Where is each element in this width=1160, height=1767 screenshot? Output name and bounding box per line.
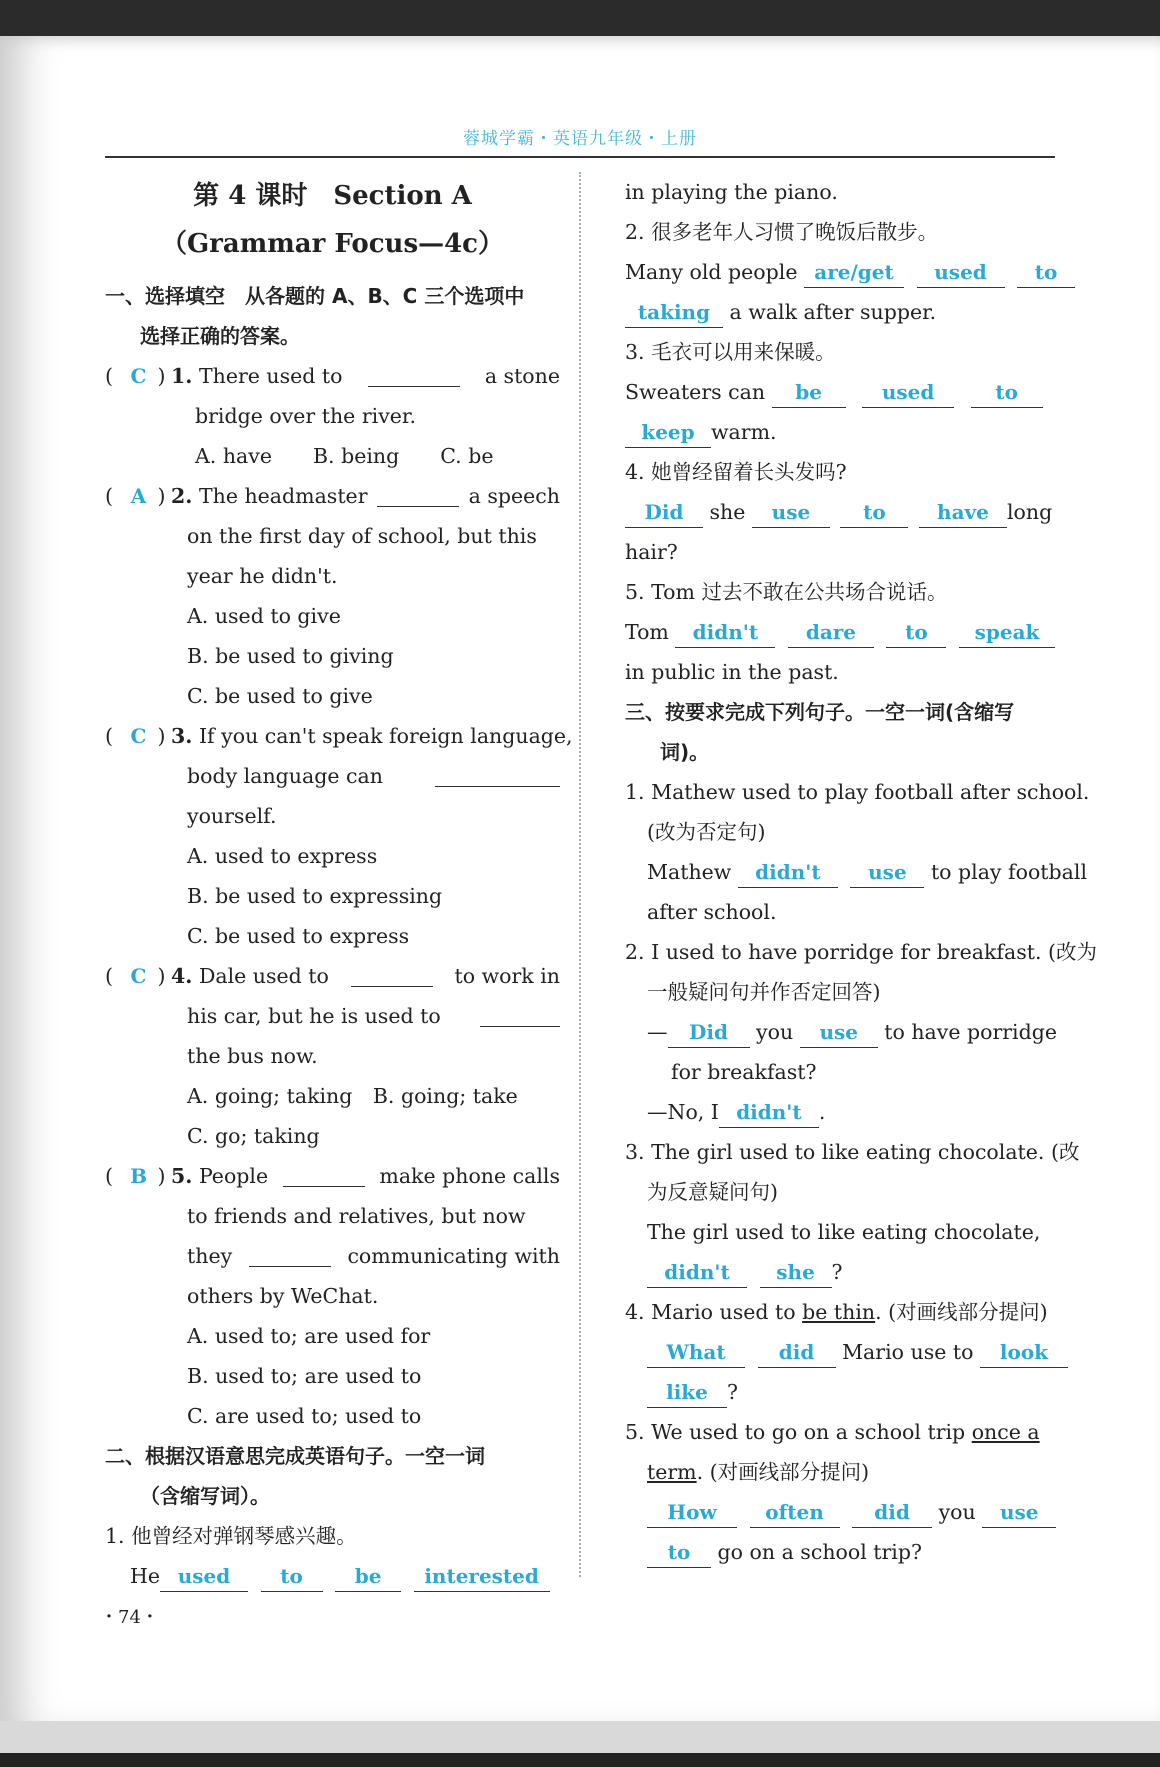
text-part3-q1-t4: to play football bbox=[930, 860, 1087, 884]
question-1 bbox=[105, 356, 560, 396]
answer: C bbox=[130, 364, 147, 388]
text-part1-q3-a: A. used to express bbox=[187, 844, 378, 868]
text-part3-q1-t2: (改为否定句) bbox=[647, 820, 766, 844]
text-part2-q4-t2: long bbox=[1006, 500, 1053, 524]
p3-q1: 1. Mathew used to play football after school. bbox=[625, 780, 1090, 804]
text-part2-q2-a1: are/get bbox=[804, 257, 904, 288]
text-part3-q5-a2: often bbox=[750, 1497, 840, 1528]
text-part2-q1-a1: used bbox=[160, 1561, 248, 1592]
answer: A bbox=[130, 484, 147, 508]
layout-element bbox=[105, 1236, 560, 1276]
layout-element: ( A ) bbox=[105, 476, 171, 516]
text-part3-q4-ul: be thin bbox=[802, 1300, 876, 1324]
text-part3-q2-a1: Did bbox=[668, 1017, 750, 1048]
p2-q5-chinese: 5. Tom 过去不敢在公共场合说话。 bbox=[625, 580, 948, 604]
text-part3-q3-t4: ? bbox=[831, 1260, 843, 1284]
text-part3-q2-t6: —No, I bbox=[647, 1100, 719, 1124]
text-part2-q3-a3: to bbox=[971, 377, 1043, 408]
p2-q1-answer-line bbox=[105, 1556, 560, 1596]
layout-element bbox=[625, 1012, 1055, 1052]
left-column bbox=[105, 172, 573, 1596]
text-part2-q3-a2: used bbox=[862, 377, 954, 408]
text-part1-q3-c: C. be used to express bbox=[187, 924, 410, 948]
p3-q3: 3. The girl used to like eating chocolate. (改 bbox=[625, 1140, 1080, 1164]
text-part3-q2-t4: to have porridge bbox=[884, 1020, 1057, 1044]
layout-element bbox=[625, 412, 1055, 452]
text-part3-q5-t4: go on a school trip? bbox=[717, 1540, 922, 1564]
text-part2-q2-a2: used bbox=[917, 257, 1005, 288]
text-part1-q5-t4: they bbox=[187, 1244, 233, 1268]
text-part1-q5-t6: others by WeChat. bbox=[187, 1284, 379, 1308]
text-part1-q5-t3: to friends and relatives, but now bbox=[187, 1204, 526, 1228]
answer: C bbox=[130, 964, 147, 988]
text-part3-q5-t2: . (对画线部分提问) bbox=[696, 1460, 870, 1484]
text-part1-q3-num: 3. bbox=[171, 724, 193, 748]
text-part3-q1-a2: use bbox=[850, 857, 924, 888]
text-part2-q2-a4: taking bbox=[625, 297, 723, 328]
text-part2-q5-t2: in public in the past. bbox=[625, 660, 839, 684]
part2-heading: 二、根据汉语意思完成英语句子。一空一词 bbox=[105, 1444, 485, 1468]
layout-element bbox=[625, 1532, 1055, 1572]
text-part3-q5-a4: use bbox=[982, 1497, 1056, 1528]
text-part1-q1-t1: There used to bbox=[198, 364, 343, 388]
text-part2-q3-a4: keep bbox=[625, 417, 711, 448]
text-part2-q4-a1: Did bbox=[625, 497, 703, 528]
options: A. have B. being C. be bbox=[195, 444, 494, 468]
layout-element bbox=[105, 956, 329, 996]
text-part3-q4-t2: . (对画线部分提问) bbox=[875, 1300, 1048, 1324]
text-part1-q4-a: A. going; taking B. going; take bbox=[187, 1084, 518, 1108]
text-part1-q1-t2: a stone bbox=[484, 364, 560, 388]
layout-element bbox=[625, 852, 1087, 892]
blank bbox=[377, 476, 459, 507]
text-part1-q4-c: C. go; taking bbox=[187, 1124, 320, 1148]
text-part2-q1-a2: to bbox=[261, 1561, 323, 1592]
layout-element bbox=[625, 1452, 1055, 1492]
text-part1-q1-t3: bridge over the river. bbox=[195, 404, 416, 428]
layout-element: ( C ) bbox=[105, 956, 171, 996]
text-part1-q3-b: B. be used to expressing bbox=[187, 884, 443, 908]
text-part1-q3-t3: yourself. bbox=[187, 804, 277, 828]
question-4 bbox=[105, 956, 560, 996]
text-part2-q1-a4: interested bbox=[414, 1561, 550, 1592]
bottom-bar bbox=[0, 1721, 1160, 1767]
layout-element: ( C ) bbox=[105, 356, 171, 396]
text-part1-q5-b: B. used to; are used to bbox=[187, 1364, 422, 1388]
text-part2-q3-t2: warm. bbox=[711, 420, 777, 444]
text-part2-q5-a3: to bbox=[886, 617, 946, 648]
page-header: 蓉城学霸・英语九年级・上册 bbox=[463, 129, 697, 149]
blank bbox=[249, 1236, 331, 1267]
text-part2-q4-a2: use bbox=[752, 497, 830, 528]
text-part3-q5-ul1: once a bbox=[971, 1420, 1040, 1444]
p3-q5 bbox=[625, 1412, 1055, 1452]
header-rule bbox=[105, 156, 1055, 158]
part1-heading: 一、选择填空 从各题的 A、B、C 三个选项中 bbox=[105, 284, 525, 308]
text-part2-q5-a4: speak bbox=[959, 617, 1055, 648]
answer: B bbox=[130, 1164, 147, 1188]
blank bbox=[351, 956, 433, 987]
text-part3-q4-t1: 4. Mario used to bbox=[625, 1300, 796, 1324]
text-part1-q2-t3: on the first day of school, but this bbox=[187, 524, 537, 548]
text-part3-q4-a2: did bbox=[758, 1337, 836, 1368]
text-part3-q2-dash1: — bbox=[647, 1020, 668, 1044]
text-part2-q4-t3: hair? bbox=[625, 540, 678, 564]
text-part3-q2-a3: didn't bbox=[719, 1097, 819, 1128]
text-part3-q2-t2: 一般疑问句并作否定回答) bbox=[647, 980, 881, 1004]
text-part1-q4-num: 4. bbox=[171, 964, 193, 988]
text-part1-q5-num: 5. bbox=[171, 1164, 193, 1188]
text-part1-q5-t1: People bbox=[198, 1164, 269, 1188]
layout-element bbox=[625, 1332, 1055, 1372]
text-part2-q4-a4: have bbox=[919, 497, 1007, 528]
p2-q2-chinese: 2. 很多老年人习惯了晚饭后散步。 bbox=[625, 220, 939, 244]
layout-element bbox=[105, 1156, 268, 1196]
text-part1-q1-num: 1. bbox=[171, 364, 193, 388]
p2-q3-chinese: 3. 毛衣可以用来保暖。 bbox=[625, 340, 836, 364]
text-part2-q1-a3: be bbox=[335, 1561, 401, 1592]
text-part1-q3-t1: If you can't speak foreign language, bbox=[198, 724, 573, 748]
text-part3-q4-a1: What bbox=[647, 1337, 745, 1368]
part1-heading-2: 选择正确的答案。 bbox=[140, 324, 300, 348]
question-2 bbox=[105, 476, 560, 516]
question-5 bbox=[105, 1156, 560, 1196]
layout-element bbox=[105, 996, 560, 1036]
text-part1-q5-a: A. used to; are used for bbox=[187, 1324, 431, 1348]
layout-element: ( B ) bbox=[105, 1156, 171, 1196]
text-part2-q3-t1: Sweaters can bbox=[625, 380, 766, 404]
text-part1-q2-b: B. be used to giving bbox=[187, 644, 394, 668]
p2-q3-answer-line bbox=[625, 372, 1055, 412]
text-part1-q2-t1: The headmaster bbox=[198, 484, 368, 508]
layout-element bbox=[625, 1252, 1055, 1292]
text-part1-q2-t2: a speech bbox=[468, 484, 560, 508]
question-3 bbox=[105, 716, 573, 756]
text-part3-q3-a2: she bbox=[760, 1257, 832, 1288]
text-part3-q2-t7: . bbox=[818, 1100, 826, 1124]
text-part3-q5-t3: you bbox=[938, 1500, 976, 1524]
text-part3-q2-t3: you bbox=[756, 1020, 794, 1044]
text-part3-q1-t5: after school. bbox=[647, 900, 777, 924]
page-number: ・74・ bbox=[100, 1607, 159, 1628]
text-part3-q3-a1: didn't bbox=[647, 1257, 747, 1288]
right-column bbox=[625, 172, 1097, 1572]
layout-element bbox=[625, 292, 1055, 332]
text-part1-q2-a: A. used to give bbox=[187, 604, 341, 628]
part3-heading-2: 词)。 bbox=[660, 740, 710, 764]
blank bbox=[368, 356, 460, 387]
lesson-title: 第 4 课时 Section A bbox=[193, 181, 472, 211]
lesson-subtitle: （Grammar Focus—4c） bbox=[160, 229, 505, 259]
text-part3-q1-t3: Mathew bbox=[647, 860, 732, 884]
layout-element: ( C ) bbox=[105, 716, 171, 756]
layout-element bbox=[105, 476, 368, 516]
text-part1-q3-t2: body language can bbox=[187, 764, 383, 788]
text-part2-q4-t1: she bbox=[709, 500, 746, 524]
layout-element bbox=[625, 1092, 1055, 1132]
p2-q4-answer-line bbox=[625, 492, 1055, 532]
text-part2-q2-t1: Many old people bbox=[625, 260, 798, 284]
p2-q2-answer-line bbox=[625, 252, 1058, 292]
text-part2-q5-t1: Tom bbox=[625, 620, 669, 644]
blank bbox=[435, 756, 560, 787]
text-part2-q5-a2: dare bbox=[788, 617, 874, 648]
text-part1-q5-t2: make phone calls bbox=[379, 1164, 560, 1188]
text-part3-q2-t5: for breakfast? bbox=[671, 1060, 817, 1084]
blank bbox=[283, 1156, 365, 1187]
p2-q5-answer-line bbox=[625, 612, 1055, 652]
text-part3-q5-t1: 5. We used to go on a school trip bbox=[625, 1420, 966, 1444]
text-part2-q2-a3: to bbox=[1017, 257, 1075, 288]
column-divider bbox=[579, 172, 581, 1577]
blank bbox=[480, 996, 560, 1027]
text-part3-q2-a2: use bbox=[800, 1017, 878, 1048]
text-part3-q4-a3: look bbox=[980, 1337, 1068, 1368]
text-part3-q3-t2: 为反意疑问句) bbox=[647, 1180, 778, 1204]
text-part2-q2-t2: a walk after supper. bbox=[729, 300, 937, 324]
part3-heading: 三、按要求完成下列句子。一空一词(含缩写 bbox=[625, 700, 1015, 724]
p3-q2: 2. I used to have porridge for breakfast. (改为 bbox=[625, 940, 1097, 964]
p2-q4-chinese: 4. 她曾经留着长头发吗? bbox=[625, 460, 847, 484]
text-part3-q4-a4: like bbox=[647, 1377, 727, 1408]
text-part1-q5-c: C. are used to; used to bbox=[187, 1404, 422, 1428]
part2-heading-2: （含缩写词）。 bbox=[140, 1484, 270, 1508]
layout-element bbox=[0, 1753, 1160, 1767]
text-part1-q2-c: C. be used to give bbox=[187, 684, 373, 708]
p3-q4 bbox=[625, 1292, 1055, 1332]
text-part1-q2-num: 2. bbox=[171, 484, 193, 508]
text-part1-q5-t5: communicating with bbox=[347, 1244, 560, 1268]
text-part1-q4-t4: the bus now. bbox=[187, 1044, 318, 1068]
p2-q1-chinese: 1. 他曾经对弹钢琴感兴趣。 bbox=[105, 1524, 357, 1548]
text-part3-q1-a1: didn't bbox=[738, 857, 838, 888]
text-part2-q3-a1: be bbox=[772, 377, 846, 408]
text-part3-q5-a5: to bbox=[647, 1537, 711, 1568]
text-part1-q4-t1: Dale used to bbox=[198, 964, 329, 988]
text-part2-q4-a3: to bbox=[840, 497, 908, 528]
text-part3-q3-t3: The girl used to like eating chocolate, bbox=[647, 1220, 1041, 1244]
layout-element bbox=[105, 756, 560, 796]
layout-element bbox=[625, 1372, 1055, 1412]
text-part1-q4-t3: his car, but he is used to bbox=[187, 1004, 441, 1028]
text-part3-q4-t3: Mario use to bbox=[842, 1340, 974, 1364]
text-part1-q2-t4: year he didn't. bbox=[187, 564, 338, 588]
text-part2-q1-cont: in playing the piano. bbox=[625, 180, 838, 204]
layout-element bbox=[625, 1492, 1055, 1532]
text-part3-q4-t4: ? bbox=[727, 1380, 738, 1404]
text-part1-q4-t2: to work in bbox=[454, 964, 560, 988]
answer: C bbox=[130, 724, 147, 748]
layout-element bbox=[105, 356, 342, 396]
text-part2-q5-a1: didn't bbox=[675, 617, 775, 648]
text-part3-q5-a1: How bbox=[647, 1497, 737, 1528]
text-part3-q5-ul2: term bbox=[647, 1460, 697, 1484]
text-part3-q5-a3: did bbox=[852, 1497, 932, 1528]
text-part2-q1-he: He bbox=[130, 1564, 161, 1588]
